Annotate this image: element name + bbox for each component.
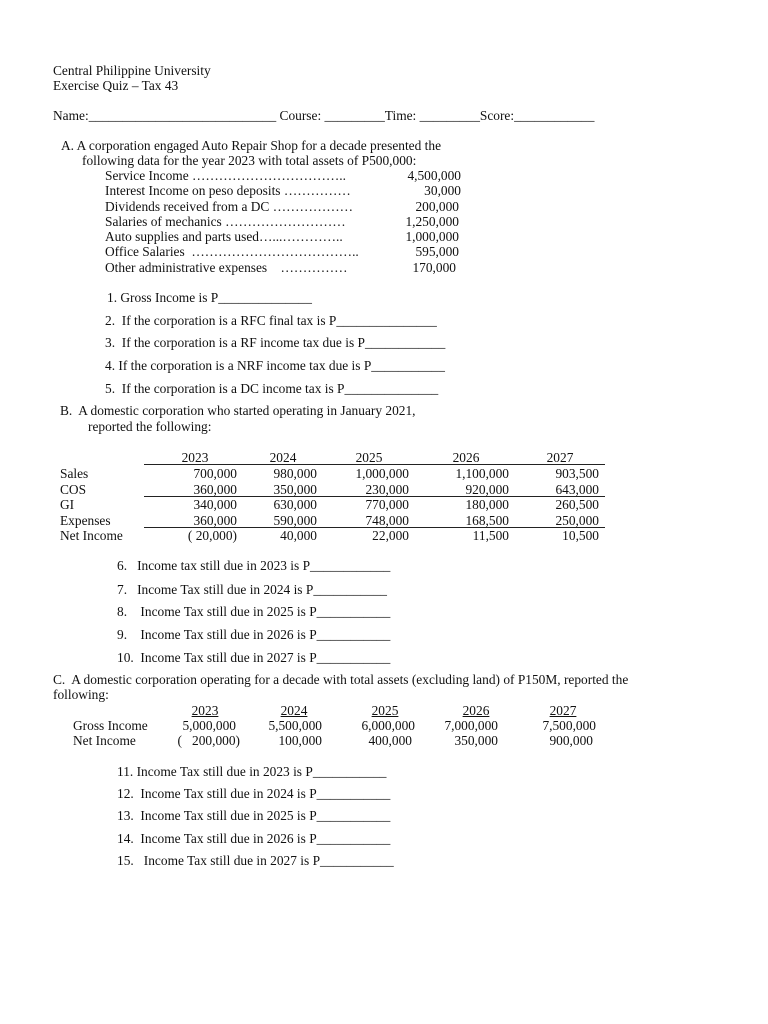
list-item-value: 1,250,000 — [405, 214, 459, 229]
list-item-value: 200,000 — [415, 199, 459, 214]
table-row-label: GI — [60, 497, 75, 512]
table-cell: 400,000 — [368, 733, 412, 748]
list-item-label: Service Income …………………………….. — [105, 168, 346, 183]
list-item-label: Other administrative expenses …………… — [105, 260, 348, 275]
table-header-year: 2027 — [549, 703, 577, 718]
list-item-label: Auto supplies and parts used…...………….. — [105, 229, 343, 244]
question-11: 11. Income Tax still due in 2023 is P___________ — [117, 764, 387, 779]
table-header-year: 2026 — [462, 703, 490, 718]
question-1: 1. Gross Income is P______________ — [107, 290, 312, 305]
list-item-value: 4,500,000 — [407, 168, 461, 183]
table-header-year: 2027 — [546, 450, 574, 465]
table-row-label: COS — [60, 482, 87, 497]
table-header-year: 2025 — [355, 450, 383, 465]
table-cell: 7,000,000 — [444, 718, 498, 733]
question-15: 15. Income Tax still due in 2027 is P___________ — [117, 853, 394, 868]
table-cell: 900,000 — [549, 733, 593, 748]
list-item-label: Office Salaries ……………………………….. — [105, 244, 359, 259]
table-cell: 360,000 — [193, 482, 237, 497]
table-cell: 6,000,000 — [361, 718, 415, 733]
table-cell: 22,000 — [372, 528, 409, 543]
table-cell: 630,000 — [273, 497, 317, 512]
table-cell: 40,000 — [280, 528, 317, 543]
table-cell: ( 20,000) — [187, 528, 237, 543]
table-cell: 770,000 — [365, 497, 409, 512]
table-row-label: Net Income — [73, 733, 136, 748]
question-5: 5. If the corporation is a DC income tax is P______________ — [105, 381, 439, 396]
table-header-year: 2024 — [280, 703, 308, 718]
table-cell: 5,000,000 — [182, 718, 236, 733]
table-cell: 590,000 — [273, 513, 317, 528]
question-4: 4. If the corporation is a NRF income tax due is P___________ — [105, 358, 445, 373]
list-item-label: Dividends received from a DC ……………… — [105, 199, 354, 214]
list-item-value: 170,000 — [412, 260, 456, 275]
section-b-intro-2: reported the following: — [88, 419, 212, 434]
list-item-value: 595,000 — [415, 244, 459, 259]
section-b-intro-1: B. A domestic corporation who started operating in January 2021, — [60, 403, 416, 418]
student-info-line: Name:____________________________ Course: _________Time: _________Score:____________ — [53, 108, 595, 123]
section-c-intro-2: following: — [53, 687, 109, 702]
question-14: 14. Income Tax still due in 2026 is P___________ — [117, 831, 391, 846]
table-cell: 250,000 — [555, 513, 599, 528]
question-9: 9. Income Tax still due in 2026 is P___________ — [117, 627, 391, 642]
table-rule — [144, 464, 605, 465]
table-cell: 340,000 — [193, 497, 237, 512]
table-cell: 643,000 — [555, 482, 599, 497]
list-item-label: Salaries of mechanics ……………………… — [105, 214, 346, 229]
table-cell: 748,000 — [365, 513, 409, 528]
list-item-value: 1,000,000 — [405, 229, 459, 244]
section-a-intro-2: following data for the year 2023 with total assets of P500,000: — [82, 153, 417, 168]
university-name: Central Philippine University — [53, 63, 211, 78]
table-cell: 920,000 — [465, 482, 509, 497]
table-cell: 5,500,000 — [268, 718, 322, 733]
table-cell: ( 200,000) — [177, 733, 240, 748]
table-row-label: Expenses — [60, 513, 111, 528]
question-3: 3. If the corporation is a RF income tax due is P____________ — [105, 335, 446, 350]
question-7: 7. Income Tax still due in 2024 is P___________ — [117, 582, 387, 597]
table-cell: 980,000 — [273, 466, 317, 481]
question-12: 12. Income Tax still due in 2024 is P___________ — [117, 786, 391, 801]
table-cell: 180,000 — [465, 497, 509, 512]
list-item-label: Interest Income on peso deposits …………… — [105, 183, 351, 198]
table-cell: 168,500 — [465, 513, 509, 528]
quiz-title: Exercise Quiz – Tax 43 — [53, 78, 179, 93]
table-cell: 350,000 — [273, 482, 317, 497]
table-row-label: Gross Income — [73, 718, 148, 733]
table-header-year: 2023 — [191, 703, 219, 718]
question-10: 10. Income Tax still due in 2027 is P___________ — [117, 650, 391, 665]
table-cell: 700,000 — [193, 466, 237, 481]
question-8: 8. Income Tax still due in 2025 is P___________ — [117, 604, 391, 619]
table-cell: 1,100,000 — [455, 466, 509, 481]
table-cell: 230,000 — [365, 482, 409, 497]
question-6: 6. Income tax still due in 2023 is P____________ — [117, 558, 391, 573]
list-item-value: 30,000 — [424, 183, 461, 198]
table-cell: 903,500 — [555, 466, 599, 481]
table-cell: 100,000 — [278, 733, 322, 748]
table-row-label: Net Income — [60, 528, 123, 543]
section-a-intro-1: A. A corporation engaged Auto Repair Shop for a decade presented the — [61, 138, 442, 153]
table-cell: 350,000 — [454, 733, 498, 748]
table-cell: 7,500,000 — [542, 718, 596, 733]
question-2: 2. If the corporation is a RFC final tax is P_______________ — [105, 313, 437, 328]
table-header-year: 2023 — [181, 450, 209, 465]
table-cell: 360,000 — [193, 513, 237, 528]
table-header-year: 2024 — [269, 450, 297, 465]
question-13: 13. Income Tax still due in 2025 is P___________ — [117, 808, 391, 823]
section-c-intro-1: C. A domestic corporation operating for a decade with total assets (excluding land) of P150M, reported the — [53, 672, 629, 687]
table-header-year: 2026 — [452, 450, 480, 465]
table-cell: 10,500 — [562, 528, 599, 543]
table-cell: 260,500 — [555, 497, 599, 512]
table-cell: 11,500 — [472, 528, 509, 543]
table-cell: 1,000,000 — [355, 466, 409, 481]
table-header-year: 2025 — [371, 703, 399, 718]
table-row-label: Sales — [60, 466, 89, 481]
